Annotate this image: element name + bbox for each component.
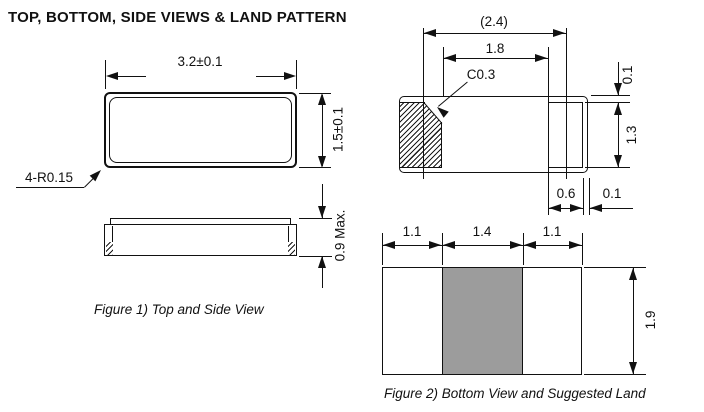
arrowhead-right-icon: [535, 54, 547, 62]
arrowhead-right-icon: [510, 241, 522, 249]
dimension-line: [382, 245, 582, 246]
extension-line: [591, 95, 630, 96]
arrowhead-up-icon: [629, 268, 637, 280]
extension-line: [299, 167, 331, 168]
arrowhead-left-icon: [444, 54, 456, 62]
land-pattern-pad-left: [382, 267, 443, 375]
arrowhead-right-icon: [284, 72, 296, 80]
dim-pad-height: 1.3: [624, 125, 639, 145]
arrowhead-left-icon: [106, 72, 118, 80]
side-view-terminal-right: [288, 242, 295, 255]
dim-land-height: 1.9: [643, 310, 658, 330]
arrowhead-right-icon: [429, 241, 441, 249]
land-pattern-pad-right: [522, 267, 582, 375]
figure1-caption: Figure 1) Top and Side View: [94, 302, 264, 317]
dim-side-view-height: 0.9 Max.: [332, 209, 348, 262]
dim-land-right-width: 1.1: [542, 224, 562, 239]
arrowhead-left-icon: [549, 204, 561, 212]
arrowhead-right-icon: [570, 204, 582, 212]
arrowhead-right-icon: [553, 29, 565, 37]
extension-line: [585, 102, 630, 103]
dim-pad-width: 0.6: [556, 186, 576, 201]
extension-line: [566, 28, 567, 179]
extension-line: [423, 28, 424, 179]
side-view-body: [104, 224, 297, 256]
dim-land-left-width: 1.1: [402, 224, 422, 239]
arrowhead-down-icon: [318, 206, 326, 218]
dim-top-view-width: 3.2±0.1: [177, 54, 223, 69]
extension-line: [299, 93, 331, 94]
dimension-line: [633, 268, 634, 374]
pad-edge-line: [400, 102, 425, 103]
land-pattern-center: [442, 267, 523, 375]
extension-line: [442, 233, 443, 265]
leader-line: [16, 187, 84, 188]
pad-edge-line: [441, 122, 442, 168]
side-view-terminal-left: [106, 242, 113, 255]
arrowhead-up-icon: [318, 256, 326, 268]
extension-line: [584, 374, 646, 375]
arrowhead-left-icon: [524, 241, 536, 249]
dim-edge-gap-top: 0.1: [620, 65, 635, 85]
arrowhead-down-icon: [629, 362, 637, 374]
dimension-line: [443, 58, 548, 59]
arrowhead-left-icon: [590, 204, 602, 212]
arrowhead-down-icon: [614, 155, 622, 167]
extension-line: [585, 167, 630, 168]
extension-line: [582, 233, 583, 265]
arrowhead-left-icon: [443, 241, 455, 249]
note-chamfer: C0.3: [466, 67, 496, 82]
dim-top-view-height: 1.5±0.1: [330, 107, 346, 152]
note-corner-radius: 4-R0.15: [24, 170, 74, 185]
page-title: TOP, BOTTOM, SIDE VIEWS & LAND PATTERN: [8, 9, 347, 26]
dimension-line: [118, 76, 146, 77]
arrowhead-up-icon: [318, 93, 326, 105]
arrowhead-down-icon: [318, 156, 326, 168]
extension-line: [296, 60, 297, 89]
arrowhead-left-icon: [424, 29, 436, 37]
dimension-line: [423, 33, 566, 34]
dim-land-center-width: 1.4: [472, 224, 492, 239]
top-view-inner-outline: [109, 97, 292, 163]
dim-edge-gap-side: 0.1: [602, 186, 622, 201]
dimension-line: [256, 76, 284, 77]
extension-line: [299, 256, 332, 257]
pad-edge-line: [400, 167, 442, 168]
dim-pad-inner-span: 1.8: [485, 41, 505, 56]
arrowhead-up-icon: [614, 103, 622, 115]
dim-bottom-view-ref-width: (2.4): [480, 14, 508, 29]
arrowhead-right-icon: [569, 241, 581, 249]
extension-line: [299, 218, 332, 219]
figure2-caption: Figure 2) Bottom View and Suggested Land: [384, 386, 646, 401]
arrowhead-left-icon: [383, 241, 395, 249]
